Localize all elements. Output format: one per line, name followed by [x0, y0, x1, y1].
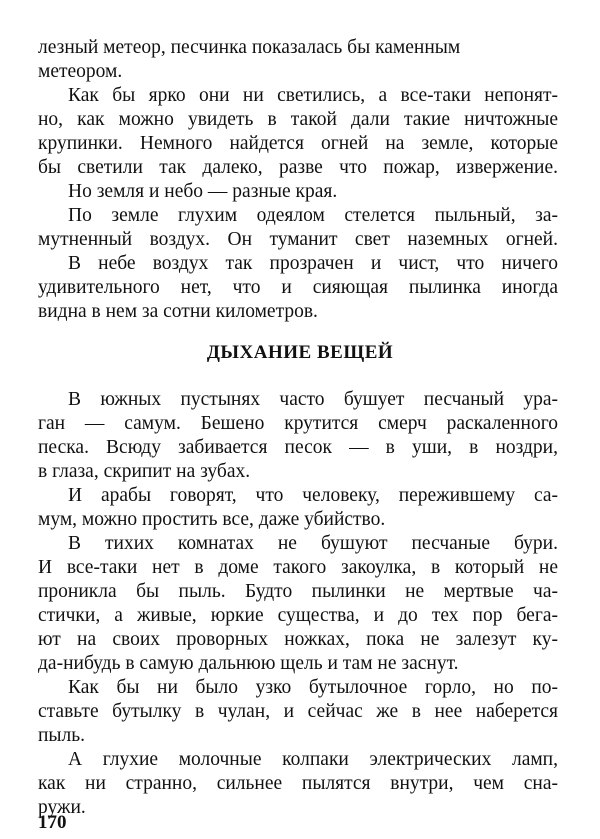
text-line: но, как можно увидеть в такой дали такие ничтожные — [38, 109, 558, 130]
text-line: И все-таки нет в доме такого закоулка, в который не — [38, 557, 558, 578]
text-line: Как бы ярко они ни светились, а все-таки непонят- — [68, 85, 558, 106]
text-line: Как бы ни было узко бутылочное горло, но по- — [68, 677, 558, 698]
text-line: метеором. — [38, 61, 123, 82]
text-line: видна в нем за сотни километров. — [38, 301, 318, 322]
text-line: И арабы говорят, что человеку, пережившему са- — [68, 485, 558, 506]
text-line: ружи. — [38, 797, 86, 818]
text-line: крупинки. Немного найдется огней на земле, которые — [38, 133, 558, 154]
text-line: В южных пустынях часто бушует песчаный ура- — [68, 389, 558, 410]
text-line: ставьте бутылку в чулан, и сейчас же в нее наберется — [38, 701, 558, 722]
text-line: В небе воздух так прозрачен и чист, что ничего — [68, 253, 558, 274]
text-line: Но земля и небо — разные края. — [68, 181, 338, 202]
text-line: да-нибудь в самую дальнюю щель и там не заснут. — [38, 653, 459, 674]
text-line: удивительного нет, что и сияющая пылинка иногда — [38, 277, 558, 298]
text-line: в глаза, скрипит на зубах. — [38, 461, 251, 482]
text-line: бы светили так далеко, разве что пожар, извержение. — [38, 157, 558, 178]
text-line: стички, а живые, юркие существа, и до тех пор бега- — [38, 605, 558, 626]
text-line: По земле глухим одеялом стелется пыльный, за- — [68, 205, 558, 226]
text-line: ют на своих проворных ножках, пока не залезут ку- — [38, 629, 558, 650]
text-line: А глухие молочные колпаки электрических ламп, — [68, 749, 558, 770]
text-line: лезный метеор, песчинка показалась бы каменным — [38, 37, 461, 58]
text-line: как ни странно, сильнее пылятся внутри, чем сна- — [38, 773, 558, 794]
section-heading: ДЫХАНИЕ ВЕЩЕЙ — [206, 342, 394, 363]
text-line: проникла бы пыль. Будто пылинки не мертвые ча- — [38, 581, 558, 602]
text-line: мутненный воздух. Он туманит свет наземных огней. — [38, 229, 558, 250]
text-line: песка. Всюду забивается песок — в уши, в ноздри, — [38, 437, 558, 458]
page-number: 170 — [38, 812, 67, 833]
text-line: ган — самум. Бешено крутится смерч раскаленного — [38, 413, 558, 434]
text-line: мум, можно простить все, даже убийство. — [38, 509, 386, 530]
text-line: В тихих комнатах не бушуют песчаные бури. — [68, 533, 558, 554]
text-line: пыль. — [38, 725, 86, 746]
